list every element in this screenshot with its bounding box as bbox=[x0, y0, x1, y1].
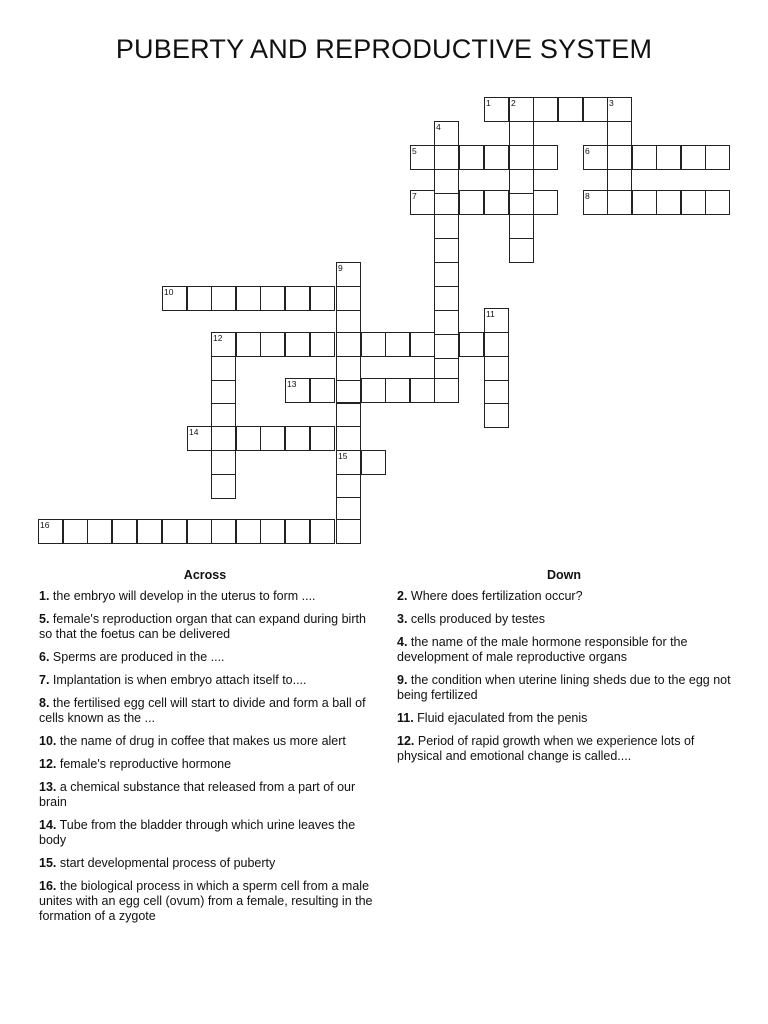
page-title: PUBERTY AND REPRODUCTIVE SYSTEM bbox=[115, 34, 653, 64]
clue-number-label: 13. bbox=[39, 780, 57, 794]
across-clue bbox=[39, 856, 374, 871]
grid-cell[interactable] bbox=[336, 426, 361, 451]
clue-text: Sperms are produced in the .... bbox=[49, 650, 225, 664]
across-heading: Across bbox=[183, 568, 227, 582]
grid-cell[interactable] bbox=[211, 450, 236, 475]
grid-cell[interactable] bbox=[509, 121, 534, 146]
grid-cell[interactable] bbox=[361, 450, 386, 475]
grid-cell[interactable] bbox=[211, 474, 236, 499]
down-clue bbox=[397, 612, 732, 627]
grid-cell[interactable] bbox=[484, 403, 509, 428]
clue-number-label: 4. bbox=[397, 635, 408, 649]
grid-cell[interactable] bbox=[211, 286, 236, 311]
grid-cell[interactable] bbox=[260, 332, 285, 357]
clue-number: 7 bbox=[412, 191, 417, 201]
clue-text: Where does fertilization occur? bbox=[407, 589, 583, 603]
grid-cell[interactable] bbox=[236, 286, 261, 311]
grid-cell[interactable] bbox=[607, 145, 632, 170]
grid-cell[interactable] bbox=[285, 286, 310, 311]
clue-number-label: 1. bbox=[39, 589, 50, 603]
clue-text: the biological process in which a sperm cell from a male unites with an egg cell (ovum) from a female, resulting in the formation of a zygote bbox=[39, 879, 373, 923]
grid-cell[interactable] bbox=[87, 519, 112, 544]
clue-number-label: 16. bbox=[39, 879, 57, 893]
across-clue bbox=[39, 879, 374, 924]
grid-cell[interactable] bbox=[260, 286, 285, 311]
grid-cell[interactable] bbox=[137, 519, 162, 544]
grid-cell[interactable] bbox=[260, 426, 285, 451]
grid-cell[interactable] bbox=[336, 286, 361, 311]
clue-number: 5 bbox=[412, 146, 417, 156]
down-clue bbox=[397, 635, 732, 665]
grid-cell[interactable] bbox=[285, 519, 310, 544]
down-heading: Down bbox=[546, 568, 582, 582]
grid-cell[interactable] bbox=[434, 214, 459, 239]
clue-number-label: 10. bbox=[39, 734, 57, 748]
grid-cell[interactable] bbox=[509, 145, 534, 170]
across-clue bbox=[39, 757, 374, 772]
grid-cell[interactable] bbox=[336, 519, 361, 544]
grid-cell[interactable] bbox=[310, 426, 335, 451]
clue-number: 8 bbox=[585, 191, 590, 201]
across-clue bbox=[39, 734, 374, 749]
grid-cell[interactable] bbox=[705, 190, 730, 215]
grid-cell[interactable] bbox=[509, 190, 534, 215]
grid-cell[interactable] bbox=[385, 378, 410, 403]
grid-cell[interactable] bbox=[434, 238, 459, 263]
grid-cell[interactable] bbox=[112, 519, 137, 544]
grid-cell[interactable] bbox=[211, 426, 236, 451]
clue-number-label: 2. bbox=[397, 589, 408, 603]
clue-number-label: 8. bbox=[39, 696, 50, 710]
grid-cell[interactable] bbox=[533, 97, 558, 122]
grid-cell[interactable] bbox=[336, 356, 361, 381]
grid-cell[interactable] bbox=[361, 332, 386, 357]
grid-cell[interactable] bbox=[236, 332, 261, 357]
grid-cell[interactable] bbox=[336, 474, 361, 499]
grid-cell[interactable] bbox=[434, 334, 459, 359]
clue-text: a chemical substance that released from a part of our brain bbox=[39, 780, 356, 809]
grid-cell[interactable] bbox=[681, 145, 706, 170]
grid-cell[interactable] bbox=[260, 519, 285, 544]
grid-cell[interactable] bbox=[484, 332, 509, 357]
down-clue bbox=[397, 673, 732, 703]
grid-cell[interactable] bbox=[484, 145, 509, 170]
across-clue bbox=[39, 673, 374, 688]
clue-text: cells produced by testes bbox=[407, 612, 546, 626]
down-clue bbox=[397, 711, 732, 726]
clue-text: Fluid ejaculated from the penis bbox=[413, 711, 588, 725]
grid-cell[interactable] bbox=[310, 286, 335, 311]
across-clue bbox=[39, 589, 374, 604]
clue-number-label: 6. bbox=[39, 650, 50, 664]
grid-cell[interactable] bbox=[285, 332, 310, 357]
across-clue bbox=[39, 696, 374, 726]
across-clue bbox=[39, 818, 374, 848]
grid-cell[interactable] bbox=[533, 190, 558, 215]
clue-number: 12 bbox=[213, 333, 223, 343]
grid-cell[interactable] bbox=[63, 519, 88, 544]
grid-cell[interactable] bbox=[509, 214, 534, 239]
grid-cell[interactable] bbox=[385, 332, 410, 357]
clue-number-label: 7. bbox=[39, 673, 50, 687]
clue-number: 15 bbox=[338, 451, 348, 461]
grid-cell[interactable] bbox=[509, 238, 534, 263]
grid-cell[interactable] bbox=[484, 190, 509, 215]
clue-number: 16 bbox=[40, 520, 50, 530]
grid-cell[interactable] bbox=[484, 356, 509, 381]
clue-number: 9 bbox=[338, 263, 343, 273]
clue-text: the condition when uterine lining sheds due to the egg not being fertilized bbox=[397, 673, 731, 702]
grid-cell[interactable] bbox=[434, 262, 459, 287]
grid-cell[interactable] bbox=[459, 190, 484, 215]
clue-text: the name of drug in coffee that makes us more alert bbox=[56, 734, 346, 748]
grid-cell[interactable] bbox=[681, 190, 706, 215]
grid-cell[interactable] bbox=[607, 121, 632, 146]
grid-cell[interactable] bbox=[211, 403, 236, 428]
grid-cell[interactable] bbox=[656, 145, 681, 170]
grid-cell[interactable] bbox=[459, 145, 484, 170]
clue-number: 3 bbox=[609, 98, 614, 108]
grid-cell[interactable] bbox=[310, 378, 335, 403]
across-clue bbox=[39, 780, 374, 810]
clue-number: 2 bbox=[511, 98, 516, 108]
grid-cell[interactable] bbox=[484, 380, 509, 405]
grid-cell[interactable] bbox=[187, 519, 212, 544]
grid-cell[interactable] bbox=[632, 145, 657, 170]
clue-number-label: 14. bbox=[39, 818, 57, 832]
grid-cell[interactable] bbox=[434, 145, 459, 170]
clue-number: 11 bbox=[486, 309, 495, 319]
grid-cell[interactable] bbox=[632, 190, 657, 215]
grid-cell[interactable] bbox=[434, 310, 459, 335]
across-clue bbox=[39, 650, 374, 665]
grid-cell[interactable] bbox=[336, 497, 361, 522]
grid-cell[interactable] bbox=[211, 519, 236, 544]
grid-cell[interactable] bbox=[705, 145, 730, 170]
clue-number-label: 15. bbox=[39, 856, 57, 870]
down-clues-list bbox=[397, 589, 732, 772]
across-clues-list bbox=[39, 589, 374, 932]
grid-cell[interactable] bbox=[410, 332, 435, 357]
grid-cell[interactable] bbox=[607, 190, 632, 215]
clue-text: female's reproduction organ that can expand during birth so that the foetus can be delivered bbox=[39, 612, 366, 641]
grid-cell[interactable] bbox=[434, 190, 459, 215]
grid-cell[interactable] bbox=[310, 332, 335, 357]
clue-text: Period of rapid growth when we experience lots of physical and emotional change is called.... bbox=[397, 734, 695, 763]
grid-cell[interactable] bbox=[211, 356, 236, 381]
grid-cell[interactable] bbox=[459, 332, 484, 357]
clue-text: the fertilised egg cell will start to divide and form a ball of cells known as the ... bbox=[39, 696, 366, 725]
clue-text: Implantation is when embryo attach itself to.... bbox=[49, 673, 307, 687]
clue-number-label: 3. bbox=[397, 612, 408, 626]
grid-cell[interactable] bbox=[336, 378, 361, 403]
grid-cell[interactable] bbox=[656, 190, 681, 215]
grid-cell[interactable] bbox=[410, 378, 435, 403]
down-clue bbox=[397, 589, 732, 604]
grid-cell[interactable] bbox=[336, 403, 361, 428]
clue-number-label: 11. bbox=[397, 711, 414, 725]
grid-cell[interactable] bbox=[336, 310, 361, 335]
clue-number-label: 12. bbox=[39, 757, 57, 771]
clue-number: 1 bbox=[486, 98, 491, 108]
grid-cell[interactable] bbox=[336, 332, 361, 357]
clue-number: 13 bbox=[287, 379, 297, 389]
clue-text: start developmental process of puberty bbox=[56, 856, 276, 870]
grid-cell[interactable] bbox=[236, 519, 261, 544]
grid-cell[interactable] bbox=[236, 426, 261, 451]
clue-number: 14 bbox=[189, 427, 199, 437]
clue-text: the embryo will develop in the uterus to form .... bbox=[49, 589, 316, 603]
clue-number: 6 bbox=[585, 146, 590, 156]
grid-cell[interactable] bbox=[558, 97, 583, 122]
grid-cell[interactable] bbox=[211, 380, 236, 405]
clue-number-label: 5. bbox=[39, 612, 50, 626]
grid-cell[interactable] bbox=[361, 378, 386, 403]
clue-text: female's reproductive hormone bbox=[56, 757, 232, 771]
grid-cell[interactable] bbox=[434, 378, 459, 403]
clue-number: 10 bbox=[164, 287, 174, 297]
clue-number-label: 12. bbox=[397, 734, 415, 748]
grid-cell[interactable] bbox=[583, 97, 608, 122]
grid-cell[interactable] bbox=[187, 286, 212, 311]
clue-number: 4 bbox=[436, 122, 441, 132]
clue-text: Tube from the bladder through which urine leaves the body bbox=[39, 818, 356, 847]
across-clue bbox=[39, 612, 374, 642]
grid-cell[interactable] bbox=[434, 169, 459, 194]
grid-cell[interactable] bbox=[285, 426, 310, 451]
grid-cell[interactable] bbox=[310, 519, 335, 544]
clue-text: the name of the male hormone responsible for the development of male reproductive organs bbox=[397, 635, 688, 664]
down-clue bbox=[397, 734, 732, 764]
grid-cell[interactable] bbox=[434, 286, 459, 311]
grid-cell[interactable] bbox=[162, 519, 187, 544]
grid-cell[interactable] bbox=[533, 145, 558, 170]
clue-number-label: 9. bbox=[397, 673, 408, 687]
grid-cell[interactable] bbox=[509, 169, 534, 194]
